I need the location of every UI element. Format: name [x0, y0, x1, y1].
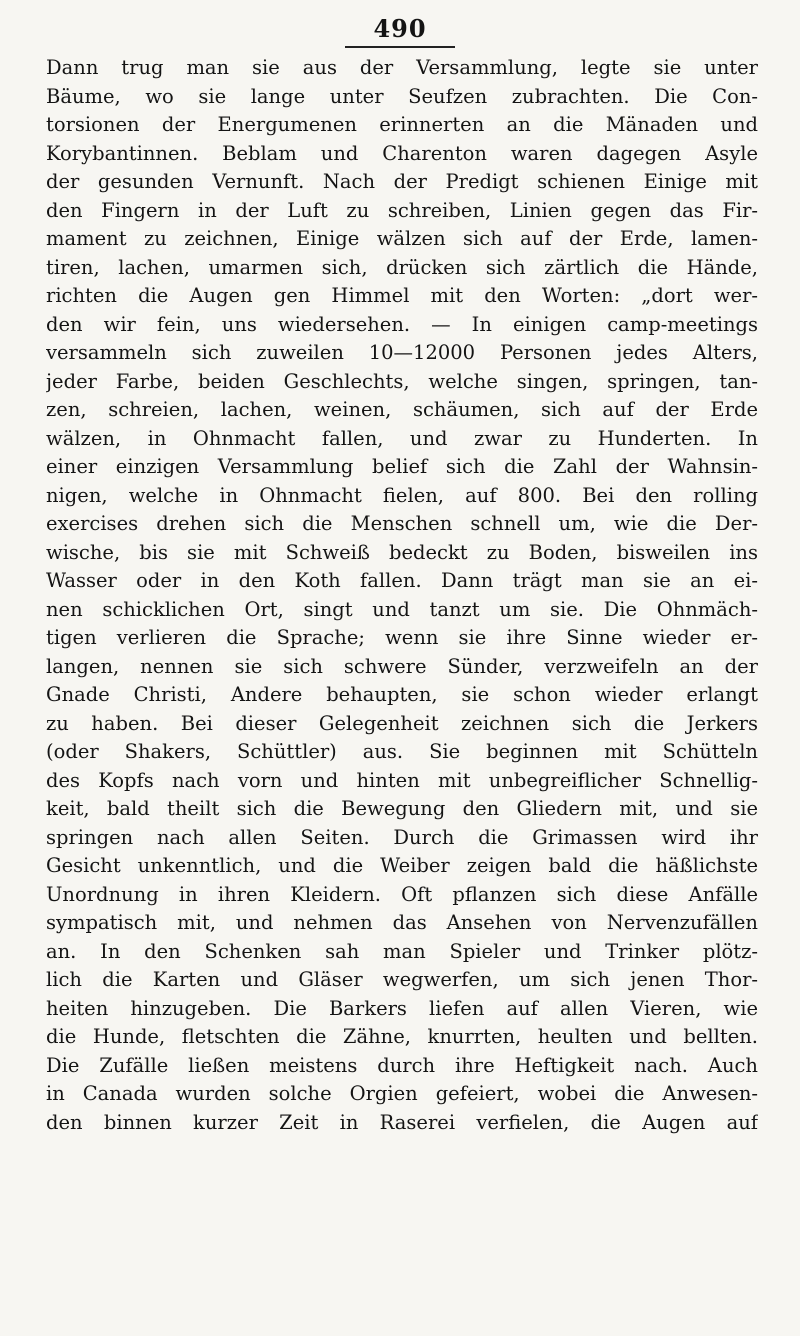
- text-line: einer einzigen Versammlung belief sich die Zahl der Wahnsin-: [46, 455, 758, 478]
- text-line: versammeln sich zuweilen 10—12000 Personen jedes Alters,: [46, 341, 758, 364]
- text-line: des Kopfs nach vorn und hinten mit unbegreiflicher Schnellig-: [46, 768, 758, 792]
- text-line: (oder Shakers, Schüttler) aus. Sie beginnen mit Schütteln: [46, 740, 758, 763]
- text-line: an. In den Schenken sah man Spieler und Trinker plötz-: [46, 939, 758, 963]
- text-line: lich die Karten und Gläser wegwerfen, um sich jenen Thor-: [46, 968, 758, 991]
- text-line: nigen, welche in Ohnmacht fielen, auf 800. Bei den rolling: [46, 483, 758, 507]
- text-line: in Canada wurden solche Orgien gefeiert, wobei die Anwesen-: [46, 1082, 758, 1105]
- text-line: nen schicklichen Ort, singt und tanzt um sie. Die Ohnmäch-: [46, 597, 758, 621]
- text-line: mament zu zeichnen, Einige wälzen sich auf der Erde, lamen-: [46, 227, 758, 250]
- text-line: richten die Augen gen Himmel mit den Worten: „dort wer-: [46, 284, 758, 307]
- text-line: torsionen der Energumenen erinnerten an die Mänaden und: [46, 113, 758, 136]
- text-line: der gesunden Vernunft. Nach der Predigt schienen Einige mit: [46, 170, 758, 193]
- text-line: jeder Farbe, beiden Geschlechts, welche singen, springen, tan-: [46, 369, 758, 393]
- text-line: wische, bis sie mit Schweiß bedeckt zu Boden, bisweilen ins: [46, 540, 758, 564]
- text-line: langen, nennen sie sich schwere Sünder, verzweifeln an der: [46, 654, 758, 678]
- text-line: den binnen kurzer Zeit in Raserei verfielen, die Augen auf: [46, 1110, 758, 1134]
- text-line: Die Zufälle ließen meistens durch ihre Heftigkeit nach. Auch: [46, 1053, 758, 1077]
- text-line: Gnade Christi, Andere behaupten, sie schon wieder erlangt: [46, 683, 758, 706]
- text-line: Dann trug man sie aus der Versammlung, legte sie unter: [46, 56, 758, 79]
- header-rule: [345, 46, 455, 48]
- text-line: Korybantinnen. Beblam und Charenton waren dagegen Asyle: [46, 141, 758, 165]
- text-line: Wasser oder in den Koth fallen. Dann trägt man sie an ei-: [46, 569, 758, 592]
- text-line: tigen verlieren die Sprache; wenn sie ihre Sinne wieder er-: [46, 626, 758, 649]
- text-line: heiten hinzugeben. Die Barkers liefen auf allen Vieren, wie: [46, 996, 758, 1020]
- text-line: exercises drehen sich die Menschen schnell um, wie die Der-: [46, 512, 758, 535]
- text-line: tiren, lachen, umarmen sich, drücken sich zärtlich die Hände,: [46, 255, 758, 279]
- text-line: den wir fein, uns wiedersehen. — In einigen camp-meetings: [46, 312, 758, 336]
- text-line: Bäume, wo sie lange unter Seufzen zubrachten. Die Con-: [46, 84, 758, 108]
- text-line: Gesicht unkenntlich, und die Weiber zeigen bald die häßlichste: [46, 854, 758, 877]
- page-number: 490: [373, 14, 427, 43]
- text-line: springen nach allen Seiten. Durch die Grimassen wird ihr: [46, 825, 758, 849]
- text-line: den Fingern in der Luft zu schreiben, Linien gegen das Fir-: [46, 198, 758, 222]
- text-line: Unordnung in ihren Kleidern. Oft pflanzen sich diese Anfälle: [46, 882, 758, 906]
- text-line: zu haben. Bei dieser Gelegenheit zeichnen sich die Jerkers: [46, 711, 758, 735]
- body-text: [46, 54, 758, 1137]
- text-line: die Hunde, fletschten die Zähne, knurrten, heulten und bellten.: [46, 1025, 758, 1048]
- text-line: keit, bald theilt sich die Bewegung den Gliedern mit, und sie: [46, 797, 758, 820]
- text-line: wälzen, in Ohnmacht fallen, und zwar zu Hunderten. In: [46, 426, 758, 450]
- text-line: sympatisch mit, und nehmen das Ansehen von Nervenzufällen: [46, 911, 758, 934]
- text-line: zen, schreien, lachen, weinen, schäumen, sich auf der Erde: [46, 398, 758, 421]
